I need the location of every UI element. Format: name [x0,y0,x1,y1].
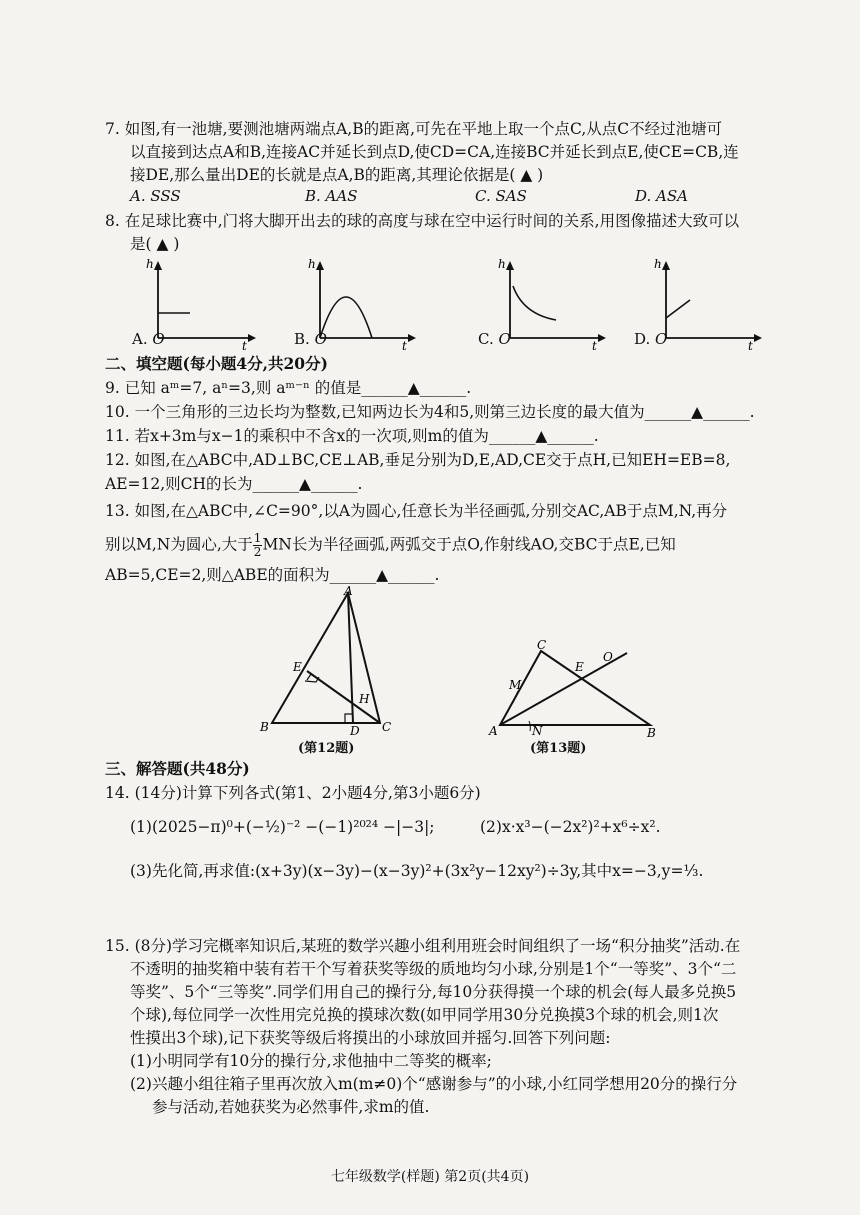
section3-heading: 三、解答题(共48分) [105,759,250,778]
fig12-label-e: E [293,660,302,674]
q13-line2 [105,532,676,559]
q8a-h: h [146,258,154,271]
figure-12 [255,585,395,735]
q8d-origin: O [655,330,668,348]
q14-part1: (1)(2025−π)⁰+(−½)⁻² −(−1)²⁰²⁴ −|−3|; [130,818,435,836]
q15-line7: (2)兴趣小组往箱子里再次放入m(m≠0)个“感谢参与”的小球,小红同学想用20分的操行分 [130,1075,738,1093]
q8a-label: A. [132,330,148,348]
fig12-caption: (第12题) [298,741,355,756]
q8b-t: t [402,339,407,353]
q8c-t: t [592,339,597,353]
q9: 9. 已知 aᵐ=7, aⁿ=3,则 aᵐ⁻ⁿ 的值是______▲______. [105,379,472,397]
q15-line1: 15. (8分)学习完概率知识后,某班的数学兴趣小组利用班会时间组织了一场“积分抽奖”活动.在 [105,937,741,955]
fig13-label-n: N [532,724,543,738]
q8c-origin: O [498,330,511,348]
q15-line3: 等奖”、5个“三等奖”.同学们用自己的操行分,每10分获得摸一个球的机会(每人最多兑换5 [130,983,737,1001]
q7-option-d: D. ASA [635,187,688,205]
q8-line1: 8. 在足球比赛中,门将大脚开出去的球的高度与球在空中运行时间的关系,用图像描述大致可以 [105,212,740,230]
q13-line2-pre: 别以M,N为圆心,大于 [105,535,253,554]
section2-heading: 二、填空题(每小题4分,共20分) [105,354,328,373]
q15-line8: 参与活动,若她获奖为必然事件,求m的值. [152,1098,430,1116]
q7-option-a: A. SSS [130,187,181,205]
q15-line4: 个球),每位同学一次性用完兑换的摸球次数(如甲同学用30分兑换摸3个球的机会,则1次 [130,1006,719,1024]
fig12-label-b: B [260,720,269,734]
q8b-label: B. [294,330,310,348]
q14-part2: (2)x·x³−(−2x²)²+x⁶÷x². [480,818,661,836]
fig13-label-e: E [575,660,584,674]
fig12-label-c: C [382,720,392,734]
q14-line1: 14. (14分)计算下列各式(第1、2小题4分,第3小题6分) [105,784,481,802]
q7-option-b: B. AAS [305,187,358,205]
fig13-label-b: B [647,726,656,740]
fig13-label-c: C [537,638,547,652]
q8d-label: D. [634,330,651,348]
fig12-label-h: H [359,692,370,706]
q12-line1: 12. 如图,在△ABC中,AD⊥BC,CE⊥AB,垂足分别为D,E,AD,CE交于点H,已知EH=EB=8, [105,451,731,469]
q14-part3: (3)先化简,再求值:(x+3y)(x−3y)−(x−3y)²+(3x²y−12xy²)÷3y,其中x=−3,y=⅓. [130,862,704,880]
page-footer: 七年级数学(样题) 第2页(共4页) [330,1169,530,1185]
q8c-h: h [498,258,506,271]
q12-line2: AE=12,则CH的长为______▲______. [105,475,363,493]
q13-line3: AB=5,CE=2,则△ABE的面积为______▲______. [105,566,440,584]
q8d-h: h [654,258,662,271]
fig13-label-m: M [509,678,522,692]
fig12-label-a: A [344,585,353,598]
figure-13 [485,635,665,740]
q8c-label: C. [478,330,494,348]
q8a-t: t [242,339,247,353]
q13-line1: 13. 如图,在△ABC中,∠C=90°,以A为圆心,任意长为半径画弧,分别交AC,AB于点M,N,再分 [105,502,728,520]
fig13-label-o: O [603,650,613,664]
fig13-caption: (第13题) [530,741,587,756]
frac-den: 2 [253,545,262,559]
fig12-label-d: D [350,724,360,735]
q13-line2-post: MN长为半径画弧,两弧交于点O,作射线AO,交BC于点E,已知 [262,535,676,554]
fig13-label-a: A [489,724,498,738]
q15-line5: 性摸出3个球),记下获奖等级后将摸出的小球放回并摇匀.回答下列问题: [130,1029,611,1047]
q11: 11. 若x+3m与x−1的乘积中不含x的一次项,则m的值为______▲______. [105,427,599,445]
q13-fraction [253,532,263,559]
q7-option-c: C. SAS [475,187,527,205]
frac-num: 1 [253,531,262,545]
q8d-t: t [748,339,753,353]
q8-line2: 是( ▲ ) [130,235,180,253]
q15-line6: (1)小明同学有10分的操行分,求他抽中二等奖的概率; [130,1052,492,1070]
q7-line2: 以直接到达点A和B,连接AC并延长到点D,使CD=CA,连接BC并延长到点E,使CE=CB,连 [130,143,739,161]
q15-line2: 不透明的抽奖箱中装有若干个写着获奖等级的质地均匀小球,分别是1个“一等奖”、3个“二 [130,960,737,978]
q10: 10. 一个三角形的三边长均为整数,已知两边长为4和5,则第三边长度的最大值为______▲______. [105,403,755,421]
q8b-origin: O [314,330,327,348]
q7-line3: 接DE,那么量出DE的长就是点A,B的距离,其理论依据是( ▲ ) [130,166,544,184]
q7-line1: 7. 如图,有一池塘,要测池塘两端点A,B的距离,可先在平地上取一个点C,从点C不经过池塘可 [105,120,723,138]
q8a-origin: O [152,330,165,348]
q8b-h: h [308,258,316,271]
